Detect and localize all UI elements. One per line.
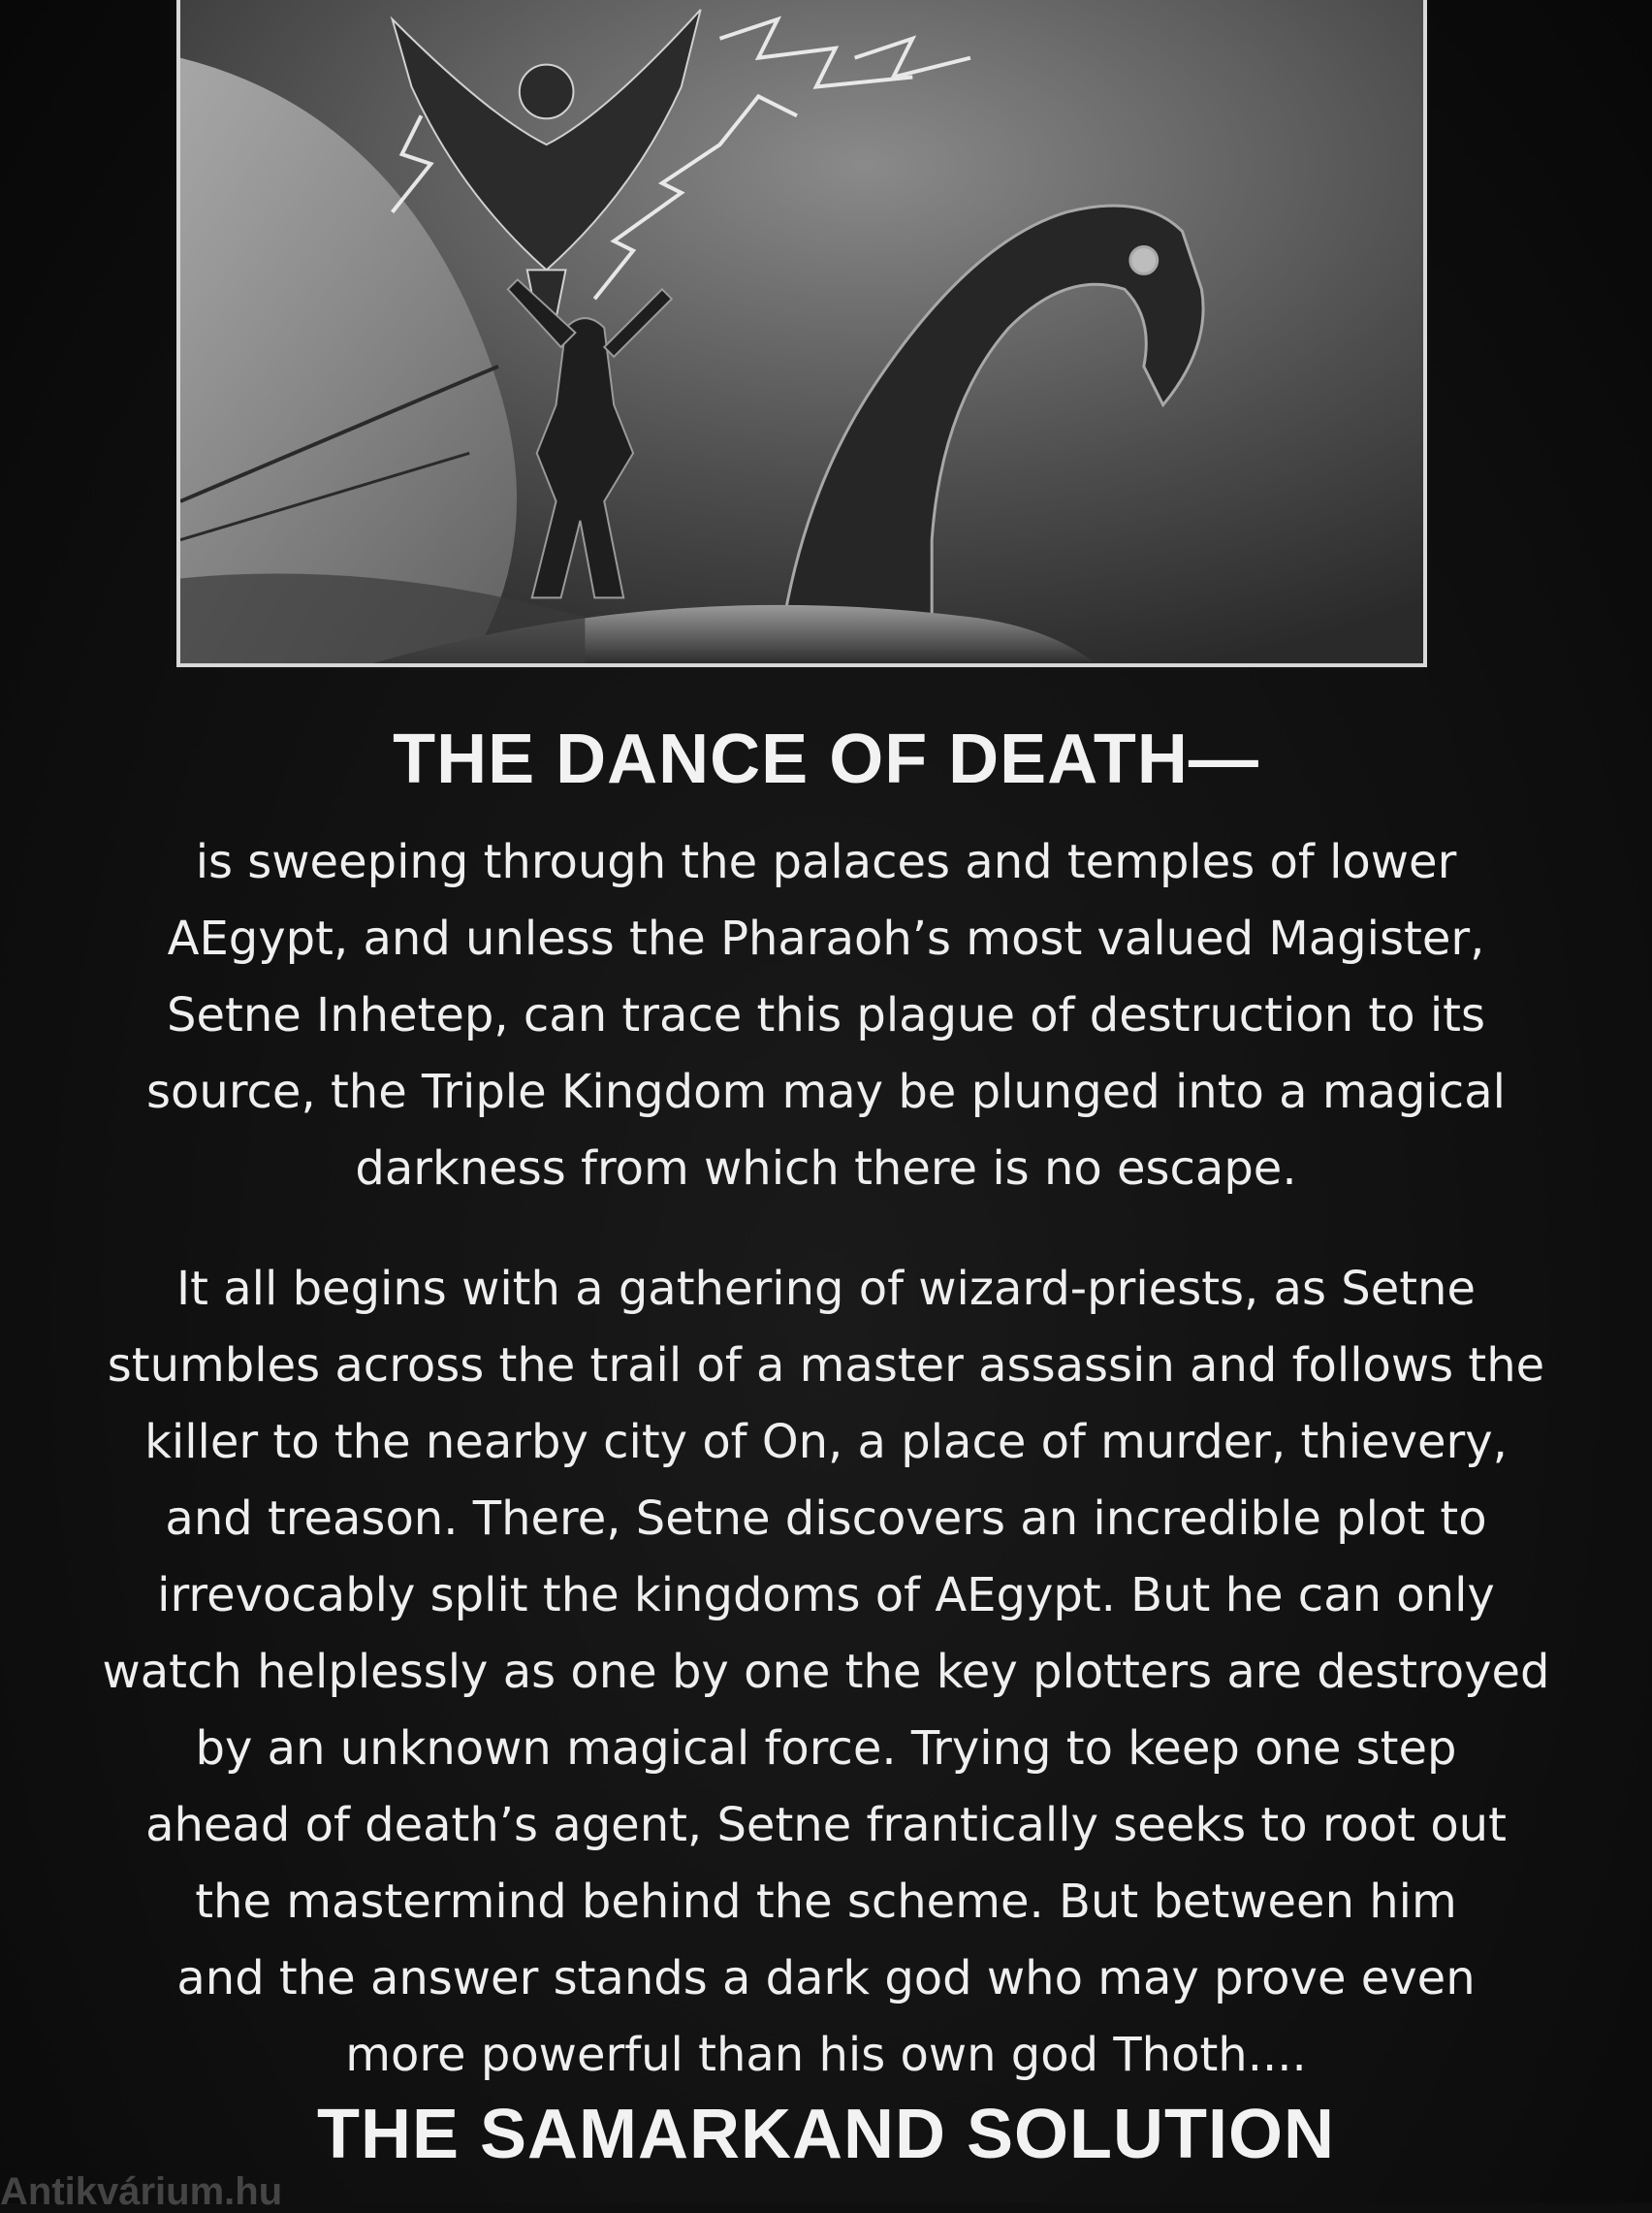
paragraph-1-line: Setne Inhetep, can trace this plague of destruction to its bbox=[167, 988, 1485, 1042]
paragraph-2-line: irrevocably split the kingdoms of AEgypt. But he can only bbox=[157, 1568, 1495, 1622]
sequel-title: THE SAMARKAND SOLUTION bbox=[317, 2096, 1335, 2173]
paragraph-2-line: watch helplessly as one by one the key plotters are destroyed bbox=[102, 1645, 1550, 1699]
paragraph-2-line: and treason. There, Setne discovers an incredible plot to bbox=[165, 1491, 1487, 1546]
book-blurb-heading: THE DANCE OF DEATH— bbox=[393, 721, 1259, 798]
paragraph-1-line: is sweeping through the palaces and temples of lower bbox=[195, 835, 1457, 889]
paragraph-2-line: by an unknown magical force. Trying to keep one step bbox=[195, 1721, 1457, 1776]
paragraph-2-line: the mastermind behind the scheme. But between him bbox=[195, 1875, 1457, 1929]
blurb-paragraph-1 bbox=[29, 824, 1623, 1207]
paragraph-2-line: It all begins with a gathering of wizard-priests, as Setne bbox=[176, 1262, 1476, 1316]
paragraph-1-line: darkness from which there is no escape. bbox=[355, 1141, 1297, 1196]
paragraph-2-line: and the answer stands a dark god who may prove even bbox=[176, 1951, 1476, 2005]
ship-and-falcon-illustration bbox=[180, 0, 1423, 663]
blurb-paragraph-2 bbox=[29, 1251, 1623, 2094]
paragraph-1-line: source, the Triple Kingdom may be plunged into a magical bbox=[146, 1065, 1506, 1119]
paragraph-2-line: ahead of death’s agent, Setne frantically seeks to root out bbox=[145, 1798, 1507, 1852]
paragraph-2-line: killer to the nearby city of On, a place of murder, thievery, bbox=[144, 1415, 1508, 1469]
paragraph-2-line: stumbles across the trail of a master assassin and follows the bbox=[107, 1338, 1545, 1393]
paragraph-2-line: more powerful than his own god Thoth.... bbox=[345, 2028, 1307, 2082]
site-watermark: Antikvárium.hu bbox=[0, 2170, 283, 2213]
cover-illustration bbox=[176, 0, 1427, 667]
paragraph-1-line: AEgypt, and unless the Pharaoh’s most valued Magister, bbox=[167, 912, 1485, 966]
